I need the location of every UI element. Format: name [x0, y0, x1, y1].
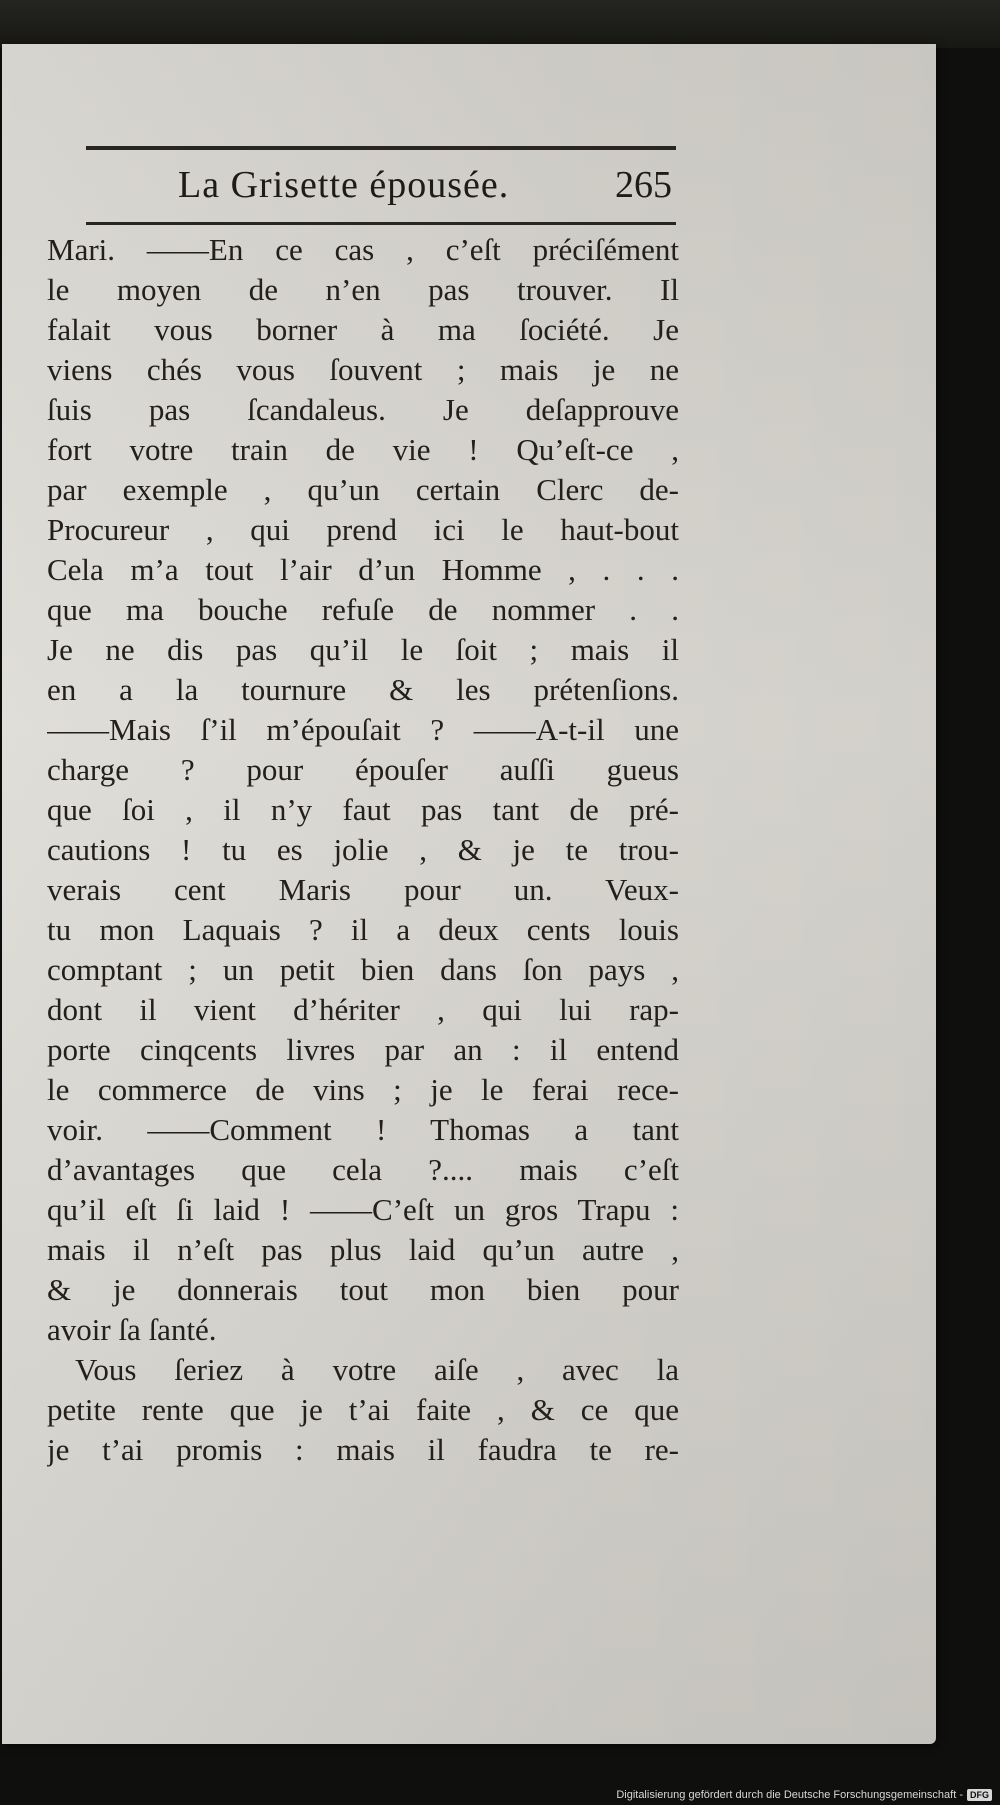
text-line: fort votre train de vie ! Qu’eſt-ce , — [47, 432, 679, 467]
digitization-credit — [616, 1789, 992, 1801]
text-line: Procureur , qui prend ici le haut-bout — [47, 512, 679, 547]
text-line: comptant ; un petit bien dans ſon pays , — [47, 952, 679, 987]
dfg-logo: DFG — [967, 1789, 992, 1801]
running-title: La Grisette épousée. — [178, 164, 510, 206]
text-line: que ma bouche refuſe de nommer . . — [47, 592, 679, 627]
scan-background — [0, 0, 1000, 48]
text-line: Je ne dis pas qu’il le ſoit ; mais il — [47, 632, 679, 667]
text-line: d’avantages que cela ?.... mais c’eſt — [47, 1152, 679, 1187]
text-line: le commerce de vins ; je le ferai rece- — [47, 1072, 679, 1107]
text-line: tu mon Laquais ? il a deux cents louis — [47, 912, 679, 947]
header-rule-top — [86, 146, 676, 150]
text-line: Vous ſeriez à votre aiſe , avec la — [75, 1352, 679, 1387]
body-text — [47, 230, 679, 1470]
text-line: verais cent Maris pour un. Veux- — [47, 872, 679, 907]
text-line: ——Mais ſ’il m’épouſait ? ——A-t-il une — [47, 712, 679, 747]
text-line: je t’ai promis : mais il faudra te re- — [47, 1432, 679, 1467]
text-line: cautions ! tu es jolie , & je te trou- — [47, 832, 679, 867]
text-line: charge ? pour épouſer auſſi gueus — [47, 752, 679, 787]
text-line: par exemple , qu’un certain Clerc de- — [47, 472, 679, 507]
credit-text: Digitalisierung gefördert durch die Deutsche Forschungsgemeinschaft - — [616, 1789, 963, 1801]
text-line: viens chés vous ſouvent ; mais je ne — [47, 352, 679, 387]
text-line: avoir ſa ſanté. — [47, 1312, 217, 1347]
text-line: Cela m’a tout l’air d’un Homme , . . . — [47, 552, 679, 587]
text-line: & je donnerais tout mon bien pour — [47, 1272, 679, 1307]
text-line: le moyen de n’en pas trouver. Il — [47, 272, 679, 307]
text-line: dont il vient d’hériter , qui lui rap- — [47, 992, 679, 1027]
text-line: petite rente que je t’ai faite , & ce que — [47, 1392, 679, 1427]
text-line: qu’il eſt ſi laid ! ——C’eſt un gros Trapu : — [47, 1192, 679, 1227]
text-line: mais il n’eſt pas plus laid qu’un autre , — [47, 1232, 679, 1267]
page-number: 265 — [615, 164, 672, 206]
running-header — [86, 152, 676, 218]
text-line: en a la tournure & les prétenſions. — [47, 672, 679, 707]
text-line: que ſoi , il n’y faut pas tant de pré- — [47, 792, 679, 827]
text-line: Mari. ——En ce cas , c’eſt préciſément — [47, 232, 679, 267]
header-rule-bottom — [86, 222, 676, 225]
text-line: ſuis pas ſcandaleus. Je deſapprouve — [47, 392, 679, 427]
text-line: falait vous borner à ma ſociété. Je — [47, 312, 679, 347]
text-line: porte cinqcents livres par an : il entend — [47, 1032, 679, 1067]
text-line: voir. ——Comment ! Thomas a tant — [47, 1112, 679, 1147]
